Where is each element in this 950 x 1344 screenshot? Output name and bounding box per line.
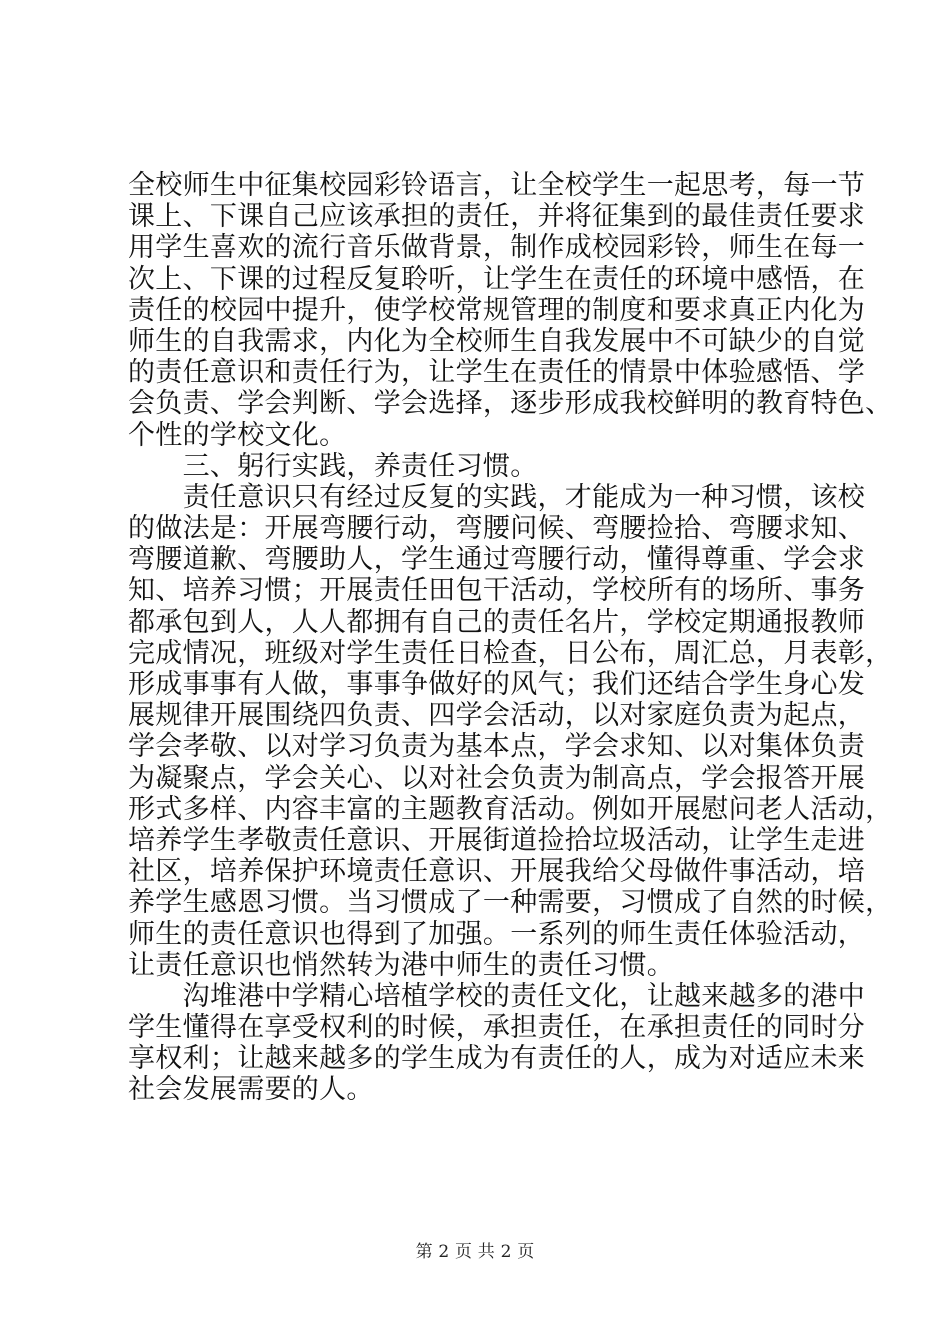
text-line: 师生的自我需求，内化为全校师生自我发展中不可缺少的自觉 (128, 325, 866, 357)
text-line: 展规律开展围绕四负责、四学会活动，以对家庭负责为起点， (128, 700, 866, 732)
text-line: 责任意识只有经过反复的实践，才能成为一种习惯，该校 (128, 481, 866, 513)
text-line: 次上、下课的过程反复聆听，让学生在责任的环境中感悟，在 (128, 263, 866, 295)
text-line: 的做法是：开展弯腰行动，弯腰问候、弯腰捡拾、弯腰求知、 (128, 513, 866, 545)
text-line: 用学生喜欢的流行音乐做背景，制作成校园彩铃，师生在每一 (128, 232, 866, 264)
text-line: 知、培养习惯；开展责任田包干活动，学校所有的场所、事务 (128, 575, 866, 607)
text-line: 为凝聚点，学会关心、以对社会负责为制高点，学会报答开展 (128, 762, 866, 794)
page-number: 第 2 页 共 2 页 (415, 1242, 535, 1262)
text-line: 完成情况，班级对学生责任日检查，日公布，周汇总，月表彰， (128, 637, 893, 669)
text-line: 的责任意识和责任行为，让学生在责任的情景中体验感悟、学 (128, 357, 866, 389)
section-heading: 三、躬行实践，养责任习惯。 (128, 450, 538, 482)
text-line: 学会孝敬、以对学习负责为基本点，学会求知、以对集体负责 (128, 731, 866, 763)
text-line: 学生懂得在享受权利的时候，承担责任，在承担责任的同时分 (128, 1012, 866, 1044)
text-line: 个性的学校文化。 (128, 419, 347, 451)
text-line: 培养学生孝敬责任意识、开展街道捡拾垃圾活动，让学生走进 (128, 824, 866, 856)
text-line: 形成事事有人做，事事争做好的风气；我们还结合学生身心发 (128, 669, 866, 700)
text-line: 养学生感恩习惯。当习惯成了一种需要，习惯成了自然的时候， (128, 887, 893, 919)
text-line: 形式多样、内容丰富的主题教育活动。例如开展慰问老人活动， (128, 793, 893, 825)
text-line: 弯腰道歉、弯腰助人，学生通过弯腰行动，懂得尊重、学会求 (128, 544, 866, 576)
text-line: 沟堆港中学精心培植学校的责任文化，让越来越多的港中 (128, 980, 866, 1012)
document-body (128, 170, 893, 1106)
text-line: 社会发展需要的人。 (128, 1074, 374, 1106)
text-line: 全校师生中征集校园彩铃语言，让全校学生一起思考，每一节 (128, 170, 866, 201)
text-line: 责任的校园中提升，使学校常规管理的制度和要求真正内化为 (128, 294, 866, 326)
text-line: 社区，培养保护环境责任意识、开展我给父母做件事活动，培 (128, 856, 866, 888)
text-line: 让责任意识也悄然转为港中师生的责任习惯。 (128, 949, 674, 981)
text-line: 会负责、学会判断、学会选择，逐步形成我校鲜明的教育特色、 (128, 388, 893, 420)
text-line: 课上、下课自己应该承担的责任，并将征集到的最佳责任要求 (128, 201, 866, 233)
page-footer (0, 1240, 950, 1264)
text-line: 都承包到人，人人都拥有自己的责任名片，学校定期通报教师 (128, 606, 866, 638)
text-line: 享权利；让越来越多的学生成为有责任的人，成为对适应未来 (128, 1043, 866, 1075)
text-line: 师生的责任意识也得到了加强。一系列的师生责任体验活动， (128, 918, 866, 950)
